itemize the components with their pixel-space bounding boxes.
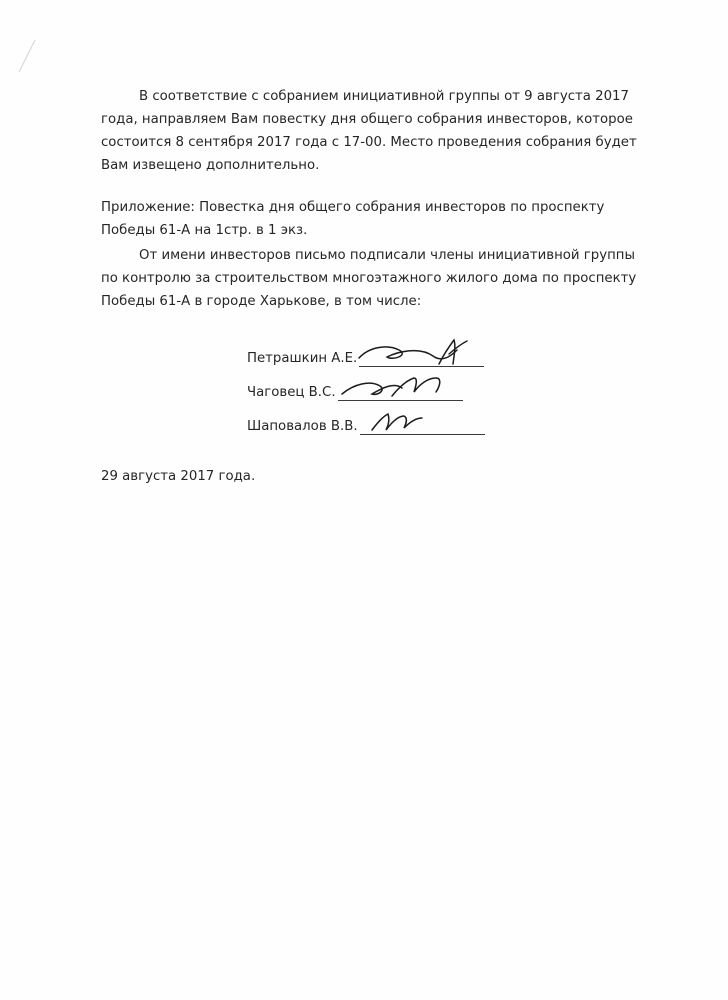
document-date: 29 августа 2017 года. — [101, 468, 256, 484]
signatory-name: Чаговец В.С. — [247, 385, 336, 401]
signature-block — [101, 336, 646, 438]
handwritten-signature-icon — [354, 406, 490, 440]
signature-field — [360, 408, 485, 438]
signature-row — [247, 404, 646, 438]
paragraph-signatories-intro: От имени инвесторов письмо подписали члены инициативной группы по контролю за строительством многоэтажного жилого дома по проспекту Победы 61-А в городе Харькове, в том числе: — [101, 248, 637, 309]
signature-row — [247, 336, 646, 370]
document-body — [101, 86, 646, 489]
paragraph-attachment: Приложение: Повестка дня общего собрания инвесторов по проспекту Победы 61-А на 1стр. в 1 экз. — [101, 200, 605, 239]
signatory-name: Петрашкин А.Е. — [247, 351, 358, 367]
scan-artifact-streak — [16, 38, 38, 74]
signature-field — [338, 374, 463, 404]
signature-field — [359, 340, 484, 370]
signatory-name: Шаповалов В.В. — [247, 419, 358, 435]
signature-row — [247, 370, 646, 404]
handwritten-signature-icon — [353, 338, 489, 372]
paragraph-meeting-notice: В соответствие с собранием инициативной группы от 9 августа 2017 года, направляем Вам повестку дня общего собрания инвесторов, которое состоится 8 сентября 2017 года с 17-00. Место проведения собрания будет Вам извещено дополнительно. — [101, 89, 637, 173]
handwritten-signature-icon — [332, 372, 468, 406]
